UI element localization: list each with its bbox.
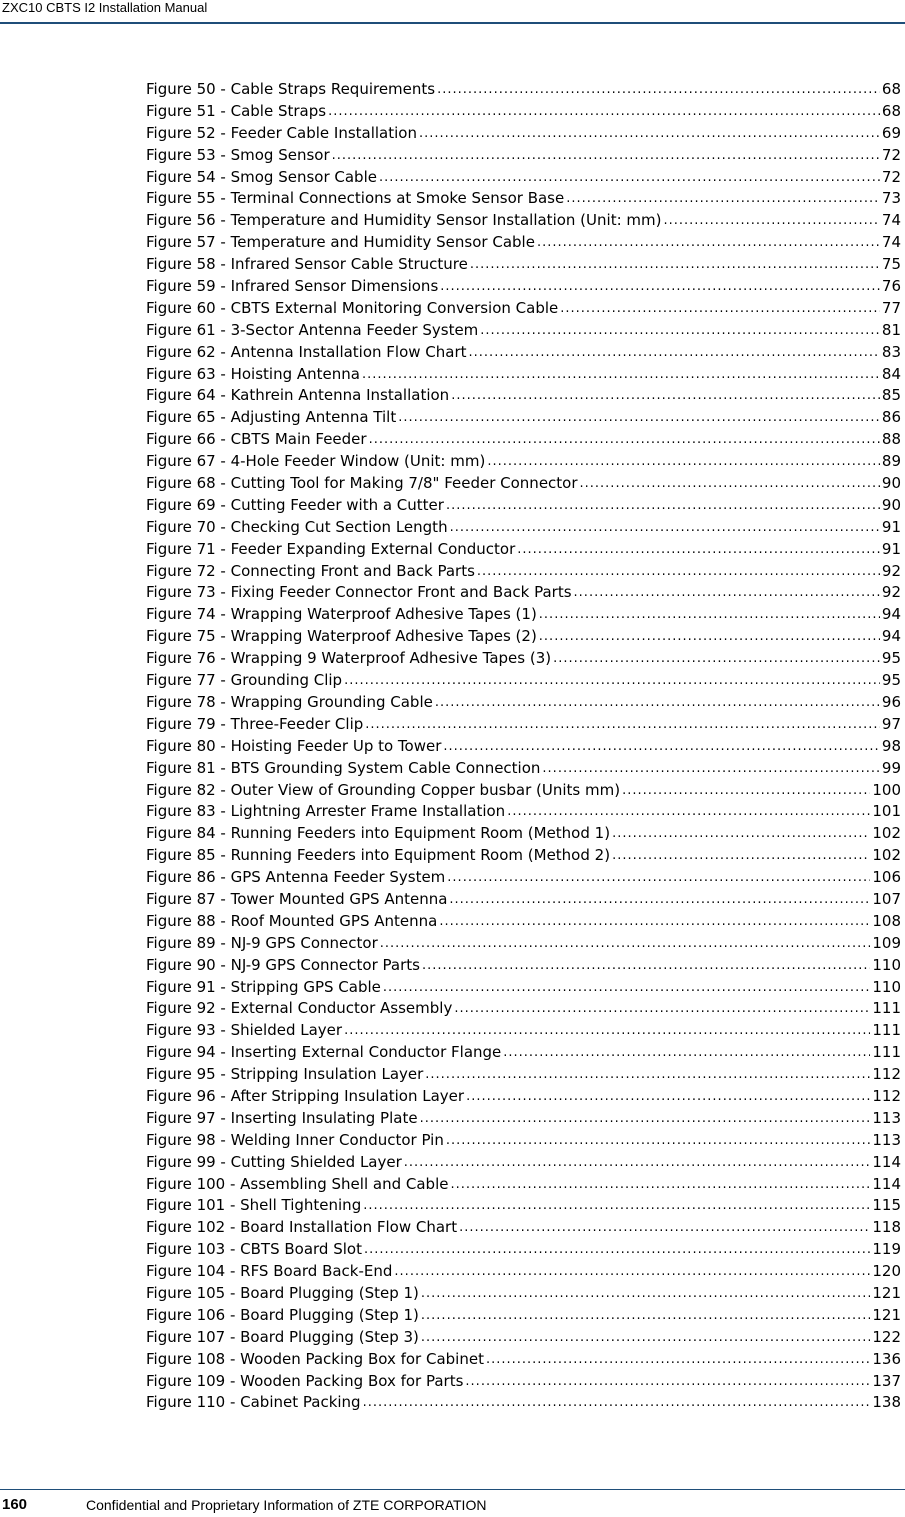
toc-entry[interactable] [146,889,901,911]
page-footer [0,1489,905,1517]
toc-entry-label: Figure 80 - Hoisting Feeder Up to Tower [146,736,442,755]
toc-entry[interactable] [146,79,901,101]
toc-entry-page: 122 [872,1327,901,1346]
toc-entry-page: 100 [872,780,901,799]
toc-entry[interactable] [146,385,901,407]
toc-entry-page: 76 [881,277,901,296]
toc-entry[interactable] [146,298,901,320]
toc-entry-page: 138 [872,1393,901,1412]
dot-leader [663,210,879,225]
dot-leader [421,1283,870,1298]
toc-entry-label: Figure 98 - Welding Inner Conductor Pin [146,1130,444,1149]
toc-entry-page: 99 [881,758,901,777]
toc-entry-label: Figure 82 - Outer View of Grounding Copper busbar (Units mm) [146,780,621,799]
dot-leader [574,582,880,597]
toc-entry-page: 77 [881,298,901,317]
toc-entry[interactable] [146,801,901,823]
toc-entry[interactable] [146,473,901,495]
toc-entry[interactable] [146,582,901,604]
toc-entry[interactable] [146,451,901,473]
toc-entry-page: 90 [881,474,901,493]
toc-entry-label: Figure 89 - NJ-9 GPS Connector [146,933,378,952]
toc-entry[interactable] [146,1239,901,1261]
toc-entry-page: 89 [881,452,901,471]
dot-leader [539,626,880,641]
dot-leader [344,670,880,685]
toc-entry[interactable] [146,1392,901,1414]
toc-entry-page: 83 [881,342,901,361]
toc-entry[interactable] [146,823,901,845]
dot-leader [622,780,870,795]
toc-entry-label: Figure 95 - Stripping Insulation Layer [146,1065,424,1084]
toc-entry-label: Figure 59 - Infrared Sensor Dimensions [146,277,439,296]
toc-entry-page: 137 [872,1371,901,1390]
toc-entry-label: Figure 54 - Smog Sensor Cable [146,167,377,186]
dot-leader [446,1130,871,1145]
dot-leader [421,1305,870,1320]
toc-entry[interactable] [146,867,901,889]
toc-entry-page: 118 [872,1218,901,1237]
toc-entry[interactable] [146,1327,901,1349]
toc-entry-page: 119 [872,1240,901,1259]
document-title: ZXC10 CBTS I2 Installation Manual [2,0,208,15]
toc-entry-label: Figure 104 - RFS Board Back-End [146,1262,393,1281]
dot-leader [380,933,871,948]
toc-entry-page: 69 [881,123,901,142]
toc-entry[interactable] [146,1020,901,1042]
toc-entry[interactable] [146,517,901,539]
toc-entry-page: 111 [872,1043,901,1062]
toc-entry-page: 96 [881,692,901,711]
toc-entry-label: Figure 56 - Temperature and Humidity Sensor Installation (Unit: mm) [146,211,662,230]
toc-entry-label: Figure 79 - Three-Feeder Clip [146,714,364,733]
toc-entry-page: 113 [872,1108,901,1127]
dot-leader [365,714,880,729]
toc-entry-label: Figure 74 - Wrapping Waterproof Adhesive Tapes (1) [146,605,537,624]
toc-entry[interactable] [146,232,901,254]
dot-leader [364,1239,870,1254]
dot-leader [580,473,880,488]
toc-entry-label: Figure 107 - Board Plugging (Step 3) [146,1327,419,1346]
toc-entry-page: 136 [872,1349,901,1368]
dot-leader [612,845,870,860]
dot-leader [398,407,880,422]
toc-entry-label: Figure 100 - Assembling Shell and Cable [146,1174,449,1193]
toc-entry-page: 90 [881,495,901,514]
toc-entry-label: Figure 93 - Shielded Layer [146,1021,343,1040]
dot-leader [447,867,870,882]
toc-entry-page: 101 [872,802,901,821]
toc-entry-label: Figure 57 - Temperature and Humidity Sensor Cable [146,233,535,252]
toc-entry-page: 97 [881,714,901,733]
toc-entry-page: 111 [872,999,901,1018]
toc-entry[interactable] [146,1152,901,1174]
toc-entry-label: Figure 102 - Board Installation Flow Chart [146,1218,458,1237]
dot-leader [517,539,880,554]
toc-entry-label: Figure 99 - Cutting Shielded Layer [146,1152,402,1171]
toc-entry[interactable] [146,977,901,999]
toc-entry-page: 95 [881,671,901,690]
page-header [0,0,905,24]
toc-entry-label: Figure 76 - Wrapping 9 Waterproof Adhesive Tapes (3) [146,649,552,668]
dot-leader [435,692,880,707]
dot-leader [449,889,870,904]
toc-entry-page: 110 [872,955,901,974]
toc-entry-page: 114 [872,1152,901,1171]
toc-entry-page: 85 [881,386,901,405]
dot-leader [363,1392,871,1407]
toc-entry-label: Figure 52 - Feeder Cable Installation [146,123,417,142]
toc-entry-page: 84 [881,364,901,383]
dot-leader [454,998,870,1013]
toc-entry-page: 114 [872,1174,901,1193]
toc-entry-page: 81 [881,320,901,339]
toc-entry[interactable] [146,539,901,561]
toc-entry-label: Figure 90 - NJ-9 GPS Connector Parts [146,955,420,974]
dot-leader [363,1195,870,1210]
dot-leader [422,955,870,970]
toc-entry-page: 121 [872,1305,901,1324]
toc-entry-page: 91 [881,539,901,558]
toc-entry-page: 72 [881,145,901,164]
toc-entry-page: 107 [872,889,901,908]
toc-entry-page: 98 [881,736,901,755]
toc-entry[interactable] [146,1042,901,1064]
toc-entry[interactable] [146,714,901,736]
toc-entry[interactable] [146,736,901,758]
toc-entry[interactable] [146,1195,901,1217]
toc-entry-label: Figure 73 - Fixing Feeder Connector Front and Back Parts [146,583,572,602]
toc-entry-label: Figure 83 - Lightning Arrester Frame Installation [146,802,506,821]
toc-entry[interactable] [146,429,901,451]
confidentiality-notice: Confidential and Proprietary Information of ZTE CORPORATION [86,1497,487,1513]
dot-leader [553,648,880,663]
toc-entry-label: Figure 69 - Cutting Feeder with a Cutter [146,495,444,514]
dot-leader [394,1261,870,1276]
dot-leader [419,123,880,138]
dot-leader [437,79,880,94]
toc-entry-page: 92 [881,561,901,580]
toc-entry-page: 88 [881,430,901,449]
toc-entry-label: Figure 85 - Running Feeders into Equipment Room (Method 2) [146,846,611,865]
dot-leader [421,1327,870,1342]
toc-entry-page: 108 [872,911,901,930]
toc-entry[interactable] [146,364,901,386]
toc-entry[interactable] [146,407,901,429]
toc-entry-label: Figure 66 - CBTS Main Feeder [146,430,367,449]
toc-entry[interactable] [146,1261,901,1283]
toc-entry-page: 74 [881,233,901,252]
toc-entry-page: 106 [872,868,901,887]
toc-entry-page: 111 [872,1021,901,1040]
dot-leader [420,1108,871,1123]
dot-leader [612,823,870,838]
toc-entry[interactable] [146,692,901,714]
toc-entry[interactable] [146,342,901,364]
dot-leader [470,254,880,269]
dot-leader [450,1174,870,1189]
toc-entry-label: Figure 67 - 4-Hole Feeder Window (Unit: mm) [146,452,486,471]
toc-entry-label: Figure 78 - Wrapping Grounding Cable [146,692,433,711]
toc-entry[interactable] [146,101,901,123]
toc-entry-label: Figure 97 - Inserting Insulating Plate [146,1108,418,1127]
dot-leader [487,451,880,466]
toc-entry-page: 91 [881,517,901,536]
toc-entry-label: Figure 103 - CBTS Board Slot [146,1240,362,1259]
toc-entry-label: Figure 94 - Inserting External Conductor Flange [146,1043,502,1062]
dot-leader [379,167,880,182]
toc-entry[interactable] [146,495,901,517]
dot-leader [539,604,880,619]
toc-entry-label: Figure 71 - Feeder Expanding External Conductor [146,539,516,558]
toc-entry-label: Figure 72 - Connecting Front and Back Parts [146,561,475,580]
dot-leader [469,342,880,357]
toc-entry[interactable] [146,167,901,189]
toc-entry-label: Figure 109 - Wooden Packing Box for Parts [146,1371,464,1390]
dot-leader [507,801,870,816]
toc-entry[interactable] [146,1371,901,1393]
dot-leader [560,298,880,313]
toc-entry-label: Figure 87 - Tower Mounted GPS Antenna [146,889,448,908]
toc-entry-label: Figure 108 - Wooden Packing Box for Cabinet [146,1349,484,1368]
toc-entry[interactable] [146,145,901,167]
toc-entry-page: 121 [872,1283,901,1302]
toc-entry[interactable] [146,758,901,780]
toc-entry-label: Figure 106 - Board Plugging (Step 1) [146,1305,419,1324]
toc-entry-label: Figure 62 - Antenna Installation Flow Chart [146,342,467,361]
dot-leader [480,320,880,335]
toc-entry-label: Figure 58 - Infrared Sensor Cable Structure [146,255,468,274]
toc-entry-label: Figure 77 - Grounding Clip [146,671,343,690]
toc-entry[interactable] [146,254,901,276]
toc-entry[interactable] [146,648,901,670]
dot-leader [369,429,880,444]
toc-entry[interactable] [146,1086,901,1108]
toc-entry-label: Figure 96 - After Stripping Insulation Layer [146,1086,465,1105]
dot-leader [537,232,880,247]
toc-entry[interactable] [146,188,901,210]
toc-entry[interactable] [146,1108,901,1130]
dot-leader [542,758,879,773]
toc-entry-page: 102 [872,824,901,843]
toc-entry-label: Figure 86 - GPS Antenna Feeder System [146,868,446,887]
toc-entry-page: 75 [881,255,901,274]
toc-entry-label: Figure 81 - BTS Grounding System Cable Connection [146,758,541,777]
toc-entry[interactable] [146,1349,901,1371]
dot-leader [466,1086,870,1101]
toc-entry[interactable] [146,1217,901,1239]
toc-entry[interactable] [146,1174,901,1196]
toc-entry[interactable] [146,1283,901,1305]
toc-entry-label: Figure 92 - External Conductor Assembly [146,999,453,1018]
toc-entry[interactable] [146,626,901,648]
dot-leader [383,977,870,992]
toc-entry-page: 92 [881,583,901,602]
toc-entry-page: 72 [881,167,901,186]
toc-entry-label: Figure 88 - Roof Mounted GPS Antenna [146,911,438,930]
toc-entry-label: Figure 63 - Hoisting Antenna [146,364,360,383]
toc-entry[interactable] [146,604,901,626]
toc-entry[interactable] [146,123,901,145]
toc-entry-page: 94 [881,605,901,624]
dot-leader [477,561,880,576]
toc-entry-page: 113 [872,1130,901,1149]
toc-entry-page: 110 [872,977,901,996]
toc-entry-label: Figure 64 - Kathrein Antenna Installation [146,386,450,405]
dot-leader [440,276,880,291]
toc-entry-page: 68 [881,80,901,98]
toc-entry[interactable] [146,670,901,692]
toc-entry-label: Figure 68 - Cutting Tool for Making 7/8" Feeder Connector [146,474,578,493]
dot-leader [425,1064,870,1079]
toc-entry-page: 102 [872,846,901,865]
toc-entry[interactable] [146,845,901,867]
dot-leader [362,364,880,379]
dot-leader [459,1217,870,1232]
dot-leader [451,385,880,400]
dot-leader [439,911,870,926]
toc-entry[interactable] [146,955,901,977]
toc-entry[interactable] [146,1130,901,1152]
toc-entry[interactable] [146,276,901,298]
toc-entry-label: Figure 75 - Wrapping Waterproof Adhesive Tapes (2) [146,627,537,646]
toc-entry-label: Figure 65 - Adjusting Antenna Tilt [146,408,397,427]
dot-leader [332,145,880,160]
toc-entry-label: Figure 91 - Stripping GPS Cable [146,977,381,996]
toc-entry-label: Figure 110 - Cabinet Packing [146,1393,361,1412]
toc-entry[interactable] [146,210,901,232]
toc-entry-page: 73 [881,189,901,208]
toc-entry-page: 112 [872,1065,901,1084]
page-number: 160 [2,1496,28,1513]
toc-entry-label: Figure 51 - Cable Straps [146,101,327,120]
toc-entry-page: 74 [881,211,901,230]
dot-leader [566,188,880,203]
toc-entry[interactable] [146,561,901,583]
dot-leader [446,495,880,510]
dot-leader [503,1042,870,1057]
toc-entry-page: 95 [881,649,901,668]
toc-entry[interactable] [146,1064,901,1086]
dot-leader [486,1349,870,1364]
toc-entry[interactable] [146,780,901,802]
toc-entry-page: 94 [881,627,901,646]
toc-entry[interactable] [146,933,901,955]
dot-leader [344,1020,870,1035]
toc-entry-page: 109 [872,933,901,952]
toc-entry-label: Figure 84 - Running Feeders into Equipment Room (Method 1) [146,824,611,843]
dot-leader [328,101,880,116]
toc-entry-label: Figure 53 - Smog Sensor [146,145,330,164]
dot-leader [404,1152,871,1167]
list-of-figures [146,79,901,1414]
dot-leader [465,1371,870,1386]
toc-entry-page: 120 [872,1262,901,1281]
toc-entry-label: Figure 60 - CBTS External Monitoring Conversion Cable [146,298,559,317]
toc-entry-label: Figure 70 - Checking Cut Section Length [146,517,448,536]
toc-entry-label: Figure 55 - Terminal Connections at Smoke Sensor Base [146,189,565,208]
toc-entry-label: Figure 50 - Cable Straps Requirements [146,80,436,98]
dot-leader [450,517,880,532]
toc-entry-label: Figure 61 - 3-Sector Antenna Feeder System [146,320,479,339]
toc-entry-label: Figure 105 - Board Plugging (Step 1) [146,1283,419,1302]
dot-leader [443,736,880,751]
toc-entry[interactable] [146,320,901,342]
toc-entry[interactable] [146,911,901,933]
toc-entry[interactable] [146,998,901,1020]
toc-entry[interactable] [146,1305,901,1327]
toc-entry-page: 115 [872,1196,901,1215]
toc-entry-page: 86 [881,408,901,427]
toc-entry-page: 68 [881,101,901,120]
toc-entry-label: Figure 101 - Shell Tightening [146,1196,362,1215]
toc-entry-page: 112 [872,1086,901,1105]
